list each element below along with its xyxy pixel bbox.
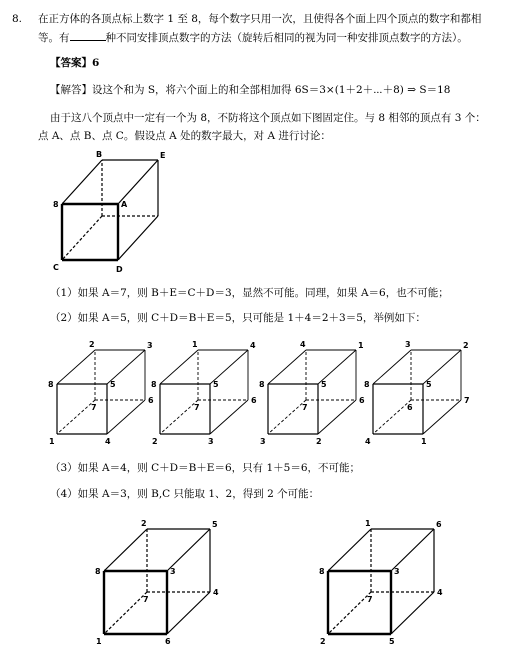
case2-cube-1-label: 7 [91, 403, 97, 412]
case2-cube-1-label: 2 [89, 340, 95, 349]
case2-cube-3-label: 2 [316, 437, 322, 446]
cube-main-edge [118, 160, 158, 204]
case2-cube-4-label: 7 [464, 396, 470, 405]
cube-main-edge [62, 160, 102, 204]
case4-cube-2-label: 2 [320, 637, 326, 646]
case2-cube-4-label: 3 [405, 340, 411, 349]
case2-cube-3-label: 6 [359, 396, 365, 405]
case2-cube-2-edge [160, 350, 198, 384]
vertex-label-8: 8 [53, 200, 59, 209]
case4-cube-1-edge [167, 529, 210, 571]
case4-cube-2-label: 1 [365, 519, 371, 528]
case2-cube-2-label: 3 [208, 437, 214, 446]
case-4: （4）如果 A＝3，则 B,C 只能取 1、2，得到 2 个可能： [50, 488, 320, 500]
case2-cube-3-edge [318, 400, 356, 434]
cube-main-edge [118, 216, 158, 260]
vertex-label-e: E [160, 151, 166, 160]
case4-cube-1-label: 2 [141, 519, 147, 528]
case2-cube-1-edge [107, 350, 145, 384]
vertex-label-d: D [116, 265, 123, 274]
vertex-label-b: B [96, 150, 103, 159]
case2-cube-3-label: 5 [321, 380, 327, 389]
case4-cube-2-label: 5 [389, 637, 395, 646]
case4-cube-1-label: 6 [165, 637, 171, 646]
case4-cube-1-label: 4 [213, 588, 219, 597]
case2-cube-4-label: 4 [365, 437, 371, 446]
case4-cube-1-edge [104, 529, 147, 571]
answer-label: 【答案】 [50, 57, 92, 69]
case4-cube-1-label: 8 [95, 567, 101, 576]
case2-cube-2-label: 4 [250, 341, 256, 350]
problem-line-1: 在正方体的各顶点标上数字 1 至 8，每个数字只用一次，且使得各个面上四个顶点的数字和都相 [38, 13, 482, 25]
case2-cube-4-edge [423, 400, 461, 434]
case2-cube-4-hidden-edge [373, 400, 411, 434]
case4-cube-2-label: 8 [319, 567, 325, 576]
problem-number: 8. [12, 13, 23, 25]
case4-cube-2-label: 6 [436, 520, 442, 529]
case2-cube-3-label: 1 [358, 341, 364, 350]
case2-cube-4-edge [423, 350, 461, 384]
case-2: （2）如果 A＝5，则 C＋D＝B＋E＝5，只可能是 1＋4＝2＋3＝5，举例如下： [50, 312, 426, 324]
case2-cube-4-label: 8 [364, 380, 370, 389]
case2-cube-3-label: 3 [260, 437, 266, 446]
solution-line-3: 点 A、点 B、点 C。假设点 A 处的数字最大，对 A 进行讨论： [38, 130, 331, 142]
case2-cube-4-edge [373, 350, 411, 384]
case2-cube-1-label: 8 [48, 380, 54, 389]
case2-cube-1-hidden-edge [57, 400, 95, 434]
case4-cube-1-label: 1 [96, 637, 102, 646]
case2-cube-1-label: 5 [110, 380, 116, 389]
case2-cube-4-label: 5 [426, 380, 432, 389]
case2-cube-2-label: 1 [192, 340, 198, 349]
case2-cube-1-label: 4 [105, 437, 111, 446]
case4-cube-2-edge [391, 529, 434, 571]
vertex-label-a: A [121, 200, 128, 209]
case2-cube-2-hidden-edge [160, 400, 198, 434]
problem-line-2-end: 种不同安排顶点数字的方法（旋转后相同的视为同一种安排顶点数字的方法）。 [105, 32, 468, 44]
case2-cube-1-edge [107, 400, 145, 434]
case2-cube-3-label: 8 [259, 380, 265, 389]
vertex-label-c: C [53, 263, 59, 272]
case2-cube-2-edge [210, 400, 248, 434]
case2-cube-2-edge [210, 350, 248, 384]
case4-cube-1-label: 7 [143, 595, 149, 604]
case4-cube-2-edge [328, 529, 371, 571]
case2-cube-2-label: 6 [251, 396, 257, 405]
answer-value: 6 [92, 57, 100, 69]
case2-cube-2-label: 7 [194, 403, 200, 412]
case4-cube-2-label: 3 [394, 567, 400, 576]
case2-cube-4-label: 2 [463, 341, 469, 350]
cube-main-hidden-edge [62, 216, 102, 260]
problem-line-2-start: 等。有 [38, 32, 70, 44]
case4-cube-2-label: 7 [367, 595, 373, 604]
case4-cube-1-label: 3 [170, 567, 176, 576]
case2-cube-1-label: 3 [147, 341, 153, 350]
case4-cube-2-label: 4 [437, 588, 443, 597]
case2-cube-3-edge [318, 350, 356, 384]
case2-cube-4-label: 1 [421, 437, 427, 446]
case-3: （3）如果 A＝4，则 C＋D＝B＋E＝6，只有 1＋5＝6，不可能； [50, 462, 361, 474]
case4-cube-1-edge [167, 592, 210, 634]
case-1: （1）如果 A＝7，则 B＋E＝C＋D＝3，显然不可能。同理，如果 A＝6，也不可能； [50, 287, 449, 299]
case2-cube-3-hidden-edge [268, 400, 306, 434]
case2-cube-3-label: 7 [302, 403, 308, 412]
case2-cube-1-label: 1 [49, 437, 55, 446]
case2-cube-4-label: 6 [407, 403, 413, 412]
case2-cube-3-edge [268, 350, 306, 384]
case4-cube-1-hidden-edge [104, 592, 147, 634]
case4-cube-2-hidden-edge [328, 592, 371, 634]
case2-cube-2-label: 2 [152, 437, 158, 446]
case2-cube-1-label: 6 [148, 396, 154, 405]
case2-cube-3-label: 4 [300, 340, 306, 349]
solution-line-2: 由于这八个顶点中一定有一个为 8，不防将这个顶点如下图固定住。与 8 相邻的顶点有 3 个： [50, 112, 486, 124]
solution-line-1: 【解答】设这个和为 S，将六个面上的和全部相加得 6S＝3×(1＋2＋⋯＋8) ⇒ S＝18 [50, 84, 451, 96]
case2-cube-2-label: 8 [151, 380, 157, 389]
case4-cube-1-label: 5 [212, 520, 218, 529]
case2-cube-2-label: 5 [213, 380, 219, 389]
case4-cube-2-edge [391, 592, 434, 634]
case2-cube-1-edge [57, 350, 95, 384]
